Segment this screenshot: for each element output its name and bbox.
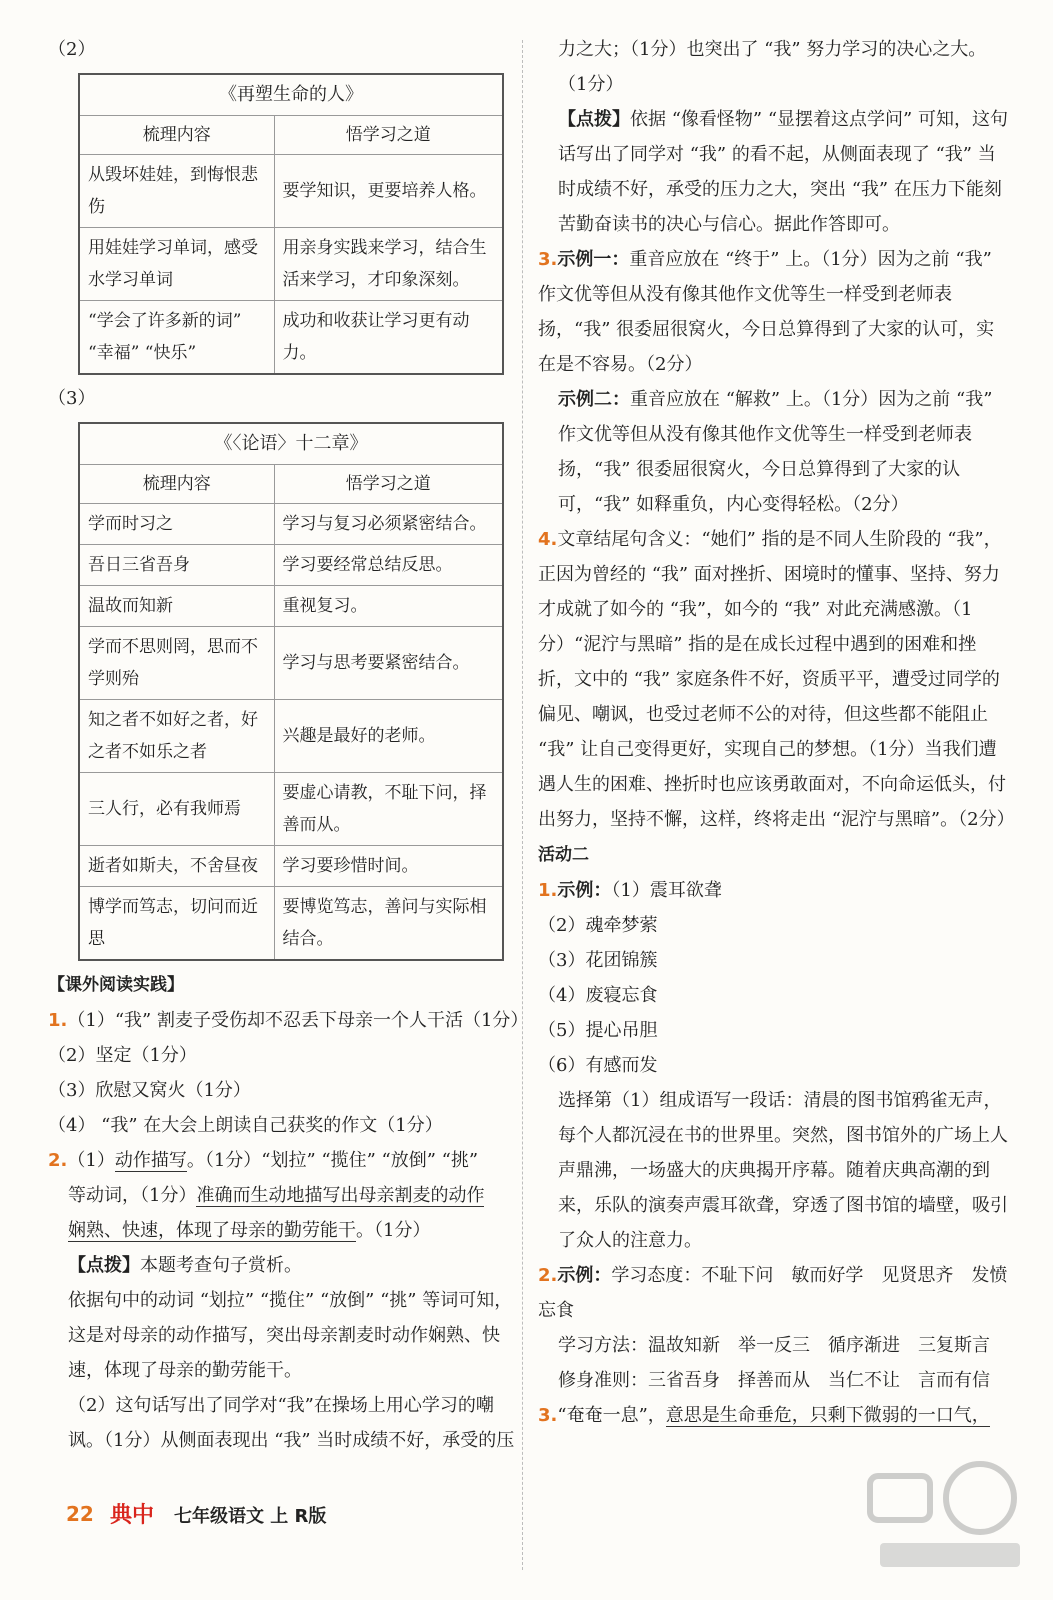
answer-text: （1） <box>67 1150 115 1171</box>
question-number: 3. <box>538 249 558 270</box>
table-row <box>79 700 503 773</box>
left-column <box>48 32 529 1458</box>
table-row <box>79 773 503 846</box>
dianbo-text: 依据句中的动词 “划拉” “揽住” “放倒” “挑” 等词可知，这是对母亲的动作描写，突出母亲割麦时动作娴熟、快速，体现了母亲的勤劳能干。 <box>68 1290 513 1381</box>
section-heading: 【课外阅读实践】 <box>48 975 184 995</box>
table-row <box>79 228 503 301</box>
table-row <box>79 586 503 627</box>
example-label: 示例二： <box>558 389 630 410</box>
answer-3b <box>538 382 1008 522</box>
table-cell: 博学而笃志，切问而近思 <box>79 887 274 961</box>
right-column <box>538 32 1015 1433</box>
table-header: 梳理内容 <box>79 465 274 504</box>
table-cell: 兴趣是最好的老师。 <box>274 700 503 773</box>
table-title: 《〈论语〉十二章》 <box>79 423 503 465</box>
example-label: 示例： <box>557 1265 612 1286</box>
table-cell: 学习要珍惜时间。 <box>274 846 503 887</box>
table-cell: 从毁坏娃娃，到悔恨悲伤 <box>79 155 274 228</box>
answer-3a <box>538 242 1008 382</box>
answer-text: 学习态度：不耻下问 敏而好学 见贤思齐 发愤忘食 <box>538 1265 1008 1321</box>
table-cell: 学而不思则罔，思而不学则殆 <box>79 627 274 700</box>
table-cell: 三人行，必有我师焉 <box>79 773 274 846</box>
answer-1d: （4） “我” 在大会上朗读自己获奖的作文（1分） <box>48 1115 443 1136</box>
score: （1分） <box>558 74 624 95</box>
example-label: 示例一： <box>557 249 630 270</box>
table-cell: 吾日三省吾身 <box>79 545 274 586</box>
table-lunyu <box>78 422 504 961</box>
idiom-item: （4）废寝忘食 <box>538 985 658 1006</box>
table-header: 悟学习之道 <box>274 116 503 155</box>
example-label: 示例： <box>557 880 612 901</box>
answer-2c <box>48 1213 518 1248</box>
underlined-text: 动作描写 <box>114 1150 187 1171</box>
dianbo-line <box>48 1248 518 1283</box>
answer-text: 重音应放在 “解救” 上。（1分）因为之前 “我” 作文优等但从没有像其他作文优等生一样受到老师表扬，“我” 很委屈很窝火，今日总算得到了大家的认可，“我” 如释重负，内心变得轻松。（2分） <box>558 389 993 515</box>
answer-text: 。（1分） <box>356 1220 431 1241</box>
question-number: 2. <box>48 1150 68 1171</box>
answer-text: 本题考查句子赏析。 <box>140 1255 302 1276</box>
table-title: 《再塑生命的人》 <box>79 74 503 116</box>
answer-1b: （2）坚定（1分） <box>48 1045 197 1066</box>
underlined-text: 娴熟、快速， <box>68 1220 176 1241</box>
table-row <box>79 887 503 961</box>
answer-continued: 力之大；（1分）也突出了 “我” 努力学习的决心之大。 <box>558 39 987 60</box>
answer-text: 修身准则：三省吾身 择善而从 当仁不让 言而有信 <box>558 1370 990 1391</box>
table-cell: 学而时习之 <box>79 504 274 545</box>
dianbo-text: 依据 “像看怪物” “显摆着这点学问” 可知，这句话写出了同学对 “我” 的看不起，从侧面表现了 “我” 当时成绩不好，承受的压力之大，突出 “我” 在压力下能刻苦勤奋读书的决心与信心。据此作答即可。 <box>558 109 1008 235</box>
answer-text: 重音应放在 “终于” 上。（1分）因为之前 “我” 作文优等但从没有像其他作文优等生一样受到老师表扬，“我” 很委屈很窝火，今日总算得到了大家的认可，实在是不容易。（2分） <box>538 249 995 375</box>
answer-text: 。（1分）“划拉” “揽住” “放倒” “挑” <box>186 1150 479 1171</box>
table-row <box>79 155 503 228</box>
answer-2-part2: （2）这句话写出了同学对“我”在操场上用心学习的嘲讽。（1分）从侧面表现出 “我” 当时成绩不好，承受的压 <box>68 1395 515 1451</box>
answer-text: （1）震耳欲聋 <box>611 880 722 901</box>
table-header: 悟学习之道 <box>274 465 503 504</box>
table-cell: “学会了许多新的词” “幸福” “快乐” <box>79 301 274 375</box>
underlined-text: 意思是生命垂危，只剩下微弱的一口气， <box>665 1405 990 1426</box>
answer-4 <box>538 522 1015 837</box>
question-number: 1. <box>538 880 558 901</box>
answer-text: （1）“我” 割麦子受伤却不忍丢下母亲一个人干活（1分） <box>67 1010 529 1031</box>
table-cell: 重视复习。 <box>274 586 503 627</box>
section-heading: 活动二 <box>538 845 589 865</box>
table-row <box>79 504 503 545</box>
table-cell: 成功和收获让学习更有动力。 <box>274 301 503 375</box>
table-cell: 要学知识，更要培养人格。 <box>274 155 503 228</box>
table-cell: 学习与复习必须紧密结合。 <box>274 504 503 545</box>
table-cell: 要博览笃志，善问与实际相结合。 <box>274 887 503 961</box>
answer-text: “奄奄一息”， <box>557 1405 666 1426</box>
answer-1c: （3）欣慰又窝火（1分） <box>48 1080 251 1101</box>
table-cell: 用娃娃学习单词，感受水学习单词 <box>79 228 274 301</box>
table-cell: 要虚心请教，不耻下问，择善而从。 <box>274 773 503 846</box>
table-row <box>79 627 503 700</box>
book-title: 七年级语文 上 R版 <box>174 1506 327 1527</box>
column-divider <box>522 40 523 1570</box>
page-number: 22 <box>66 1502 94 1526</box>
underlined-text: 体现了母亲的勤劳能干 <box>176 1220 356 1241</box>
idiom-item: （3）花团锦簇 <box>538 950 658 971</box>
idiom-item: （5）提心吊胆 <box>538 1020 658 1041</box>
dianbo-block <box>538 102 1008 242</box>
idiom-item: （2）魂牵梦萦 <box>538 915 658 936</box>
answer-2a <box>48 1143 518 1178</box>
table-header: 梳理内容 <box>79 116 274 155</box>
answer-2b <box>48 1178 518 1213</box>
table-row <box>79 545 503 586</box>
table-cell: 用亲身实践来学习，结合生活来学习，才印象深刻。 <box>274 228 503 301</box>
question-number: 3. <box>538 1405 558 1426</box>
question-number: 2. <box>538 1265 558 1286</box>
brand-logo: 典中 <box>110 1503 155 1528</box>
answer-text: 学习方法：温故知新 举一反三 循序渐进 三复斯言 <box>558 1335 990 1356</box>
activity-1 <box>538 873 1008 908</box>
paragraph-answer: 选择第（1）组成语写一段话：清晨的图书馆鸦雀无声，每个人都沉浸在书的世界里。突然，图书馆外的广场上人声鼎沸，一场盛大的庆典揭开序幕。随着庆典高潮的到来，乐队的演奏声震耳欲聋，穿透了图书馆的墙壁，吸引了众人的注意力。 <box>558 1090 1008 1251</box>
underlined-text: 准确而生动地描写出母亲割麦的动作 <box>196 1185 485 1206</box>
table-cell: 逝者如斯夫，不舍昼夜 <box>79 846 274 887</box>
answer-text: 等动词，（1分） <box>68 1185 197 1206</box>
activity-3 <box>538 1398 1008 1433</box>
activity-2 <box>538 1258 1008 1328</box>
table-row <box>79 846 503 887</box>
table-cell: 学习与思考要紧密结合。 <box>274 627 503 700</box>
table-zaisu <box>78 73 504 375</box>
table-row <box>79 301 503 375</box>
table-cell: 温故而知新 <box>79 586 274 627</box>
answer-text: 文章结尾句含义：“她们” 指的是不同人生阶段的 “我”，正因为曾经的 “我” 面对挫折、困境时的懂事、坚持、努力才成就了如今的 “我”，如今的 “我” 对此充满感激。（1分）“泥泞与黑暗” 指的是在成长过程中遇到的困难和挫折，文中的 “我” 家庭条件不好，资质平平，遭受过同学的偏见、嘲讽，也受过老师不公的对待，但这些都不能阻止 “我” 让自己变得更好，实现自己的梦想。（1分）当我们遭遇人生的困难、挫折时也应该勇敢面对，不向命运低头，付出努力，坚持不懈，这样，终将走出 “泥泞与黑暗”。（2分） <box>538 529 1015 830</box>
dianbo-label: 【点拨】 <box>558 109 630 130</box>
question-number: 1. <box>48 1010 68 1031</box>
question-number: 4. <box>538 529 558 550</box>
table-cell: 学习要经常总结反思。 <box>274 545 503 586</box>
item-label-2: （2） <box>48 39 96 60</box>
table-cell: 知之者不如好之者，好之者不如乐之者 <box>79 700 274 773</box>
answer-1a <box>48 1003 529 1038</box>
dianbo-label: 【点拨】 <box>68 1255 140 1276</box>
idiom-item: （6）有感而发 <box>538 1055 658 1076</box>
item-label-3: （3） <box>48 388 96 409</box>
watermark-logo <box>860 1448 1030 1578</box>
